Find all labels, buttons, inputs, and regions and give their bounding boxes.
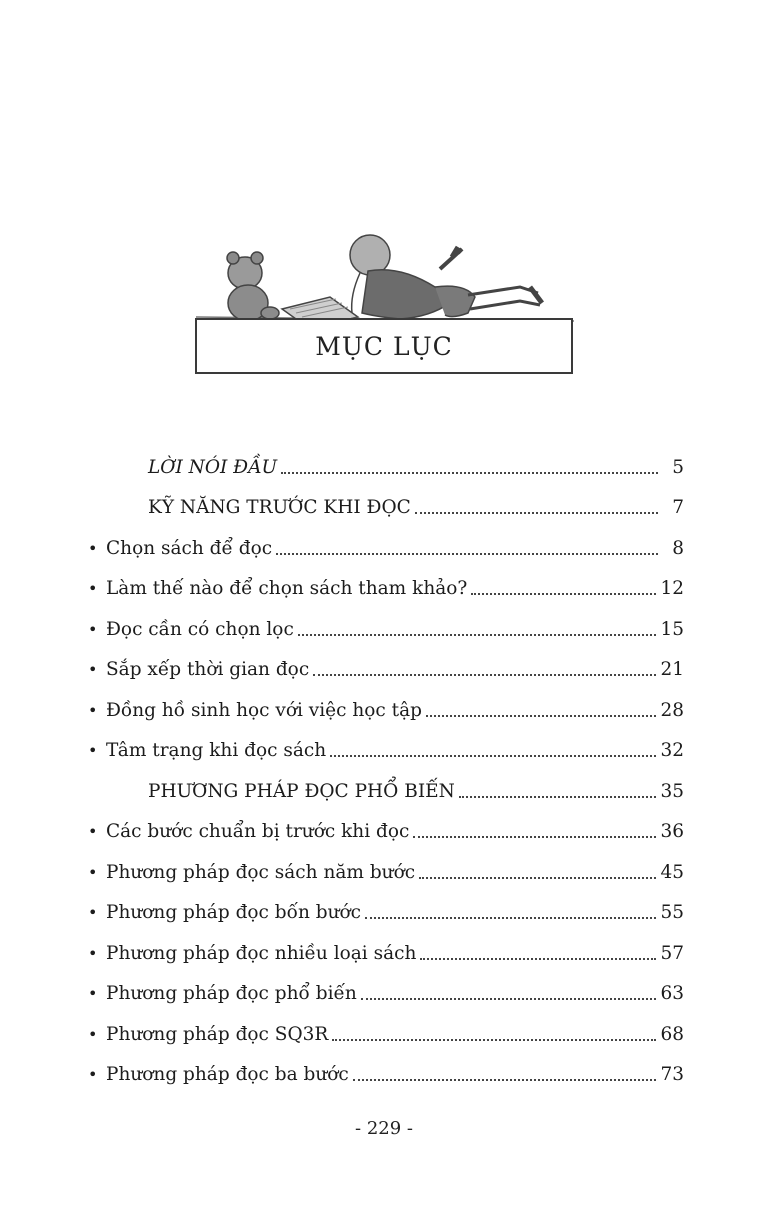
dot-leader <box>420 957 656 960</box>
toc-page-number: 28 <box>660 699 684 721</box>
bullet: • <box>88 984 98 1004</box>
toc-entry[interactable] <box>84 771 684 812</box>
bullet: • <box>88 822 98 842</box>
child-illustration <box>350 235 542 319</box>
bullet: • <box>88 619 98 639</box>
toc-entry-title: Chọn sách để đọc <box>106 537 273 559</box>
toc-entry-title: Phương pháp đọc sách năm bước <box>106 861 416 883</box>
page-number-footer: - 229 - <box>355 1118 413 1139</box>
bullet: • <box>88 579 98 599</box>
toc-entry-title: Phương pháp đọc bốn bước <box>106 902 361 924</box>
dot-leader <box>426 714 656 717</box>
toc-page-number: 63 <box>660 983 684 1005</box>
toc-page-number: 7 <box>672 497 684 519</box>
toc-entry[interactable] <box>84 1055 684 1096</box>
table-of-contents <box>84 447 684 1095</box>
bullet: • <box>88 700 98 720</box>
toc-entry-title: PHƯƠNG PHÁP ĐỌC PHỔ BIẾN <box>148 780 455 802</box>
toc-page-number: 45 <box>660 861 684 883</box>
toc-page-number: 35 <box>660 780 684 802</box>
toc-entry-title: Tâm trạng khi đọc sách <box>106 740 327 762</box>
toc-entry[interactable] <box>84 933 684 974</box>
dot-leader <box>298 633 657 636</box>
bear-illustration <box>227 252 279 321</box>
dot-leader <box>332 1038 656 1041</box>
toc-page-number: 15 <box>660 618 684 640</box>
toc-entry-title: Phương pháp đọc phổ biến <box>106 983 357 1005</box>
toc-entry-title: KỸ NĂNG TRƯỚC KHI ĐỌC <box>148 497 411 519</box>
toc-entry-title: Đọc cần có chọn lọc <box>106 618 294 640</box>
toc-entry[interactable] <box>84 812 684 853</box>
toc-page-number: 57 <box>660 942 684 964</box>
title-frame <box>195 318 573 374</box>
toc-entry[interactable] <box>84 609 684 650</box>
toc-entry[interactable] <box>84 569 684 610</box>
toc-entry[interactable] <box>84 528 684 569</box>
toc-entry-title: Phương pháp đọc nhiều loại sách <box>106 942 417 964</box>
dot-leader <box>281 471 658 474</box>
dot-leader <box>353 1078 657 1081</box>
toc-entry[interactable] <box>84 488 684 529</box>
bullet: • <box>88 862 98 882</box>
toc-entry[interactable] <box>84 1014 684 1055</box>
toc-page-number: 36 <box>660 821 684 843</box>
toc-entry-title: LỜI NÓI ĐẦU <box>148 456 278 478</box>
bullet: • <box>88 538 98 558</box>
page-title: MỤC LỤC <box>315 331 453 361</box>
toc-entry[interactable] <box>84 893 684 934</box>
toc-page-number: 12 <box>660 578 684 600</box>
toc-entry-title: Sắp xếp thời gian đọc <box>106 659 310 681</box>
toc-entry[interactable] <box>84 690 684 731</box>
toc-entry-title: Các bước chuẩn bị trước khi đọc <box>106 821 410 843</box>
toc-page-number: 5 <box>672 456 684 478</box>
toc-page-number: 21 <box>660 659 684 681</box>
toc-page-number: 55 <box>660 902 684 924</box>
toc-page-number: 8 <box>672 537 684 559</box>
toc-entry-title: Đồng hồ sinh học với việc học tập <box>106 699 422 721</box>
dot-leader <box>330 754 656 757</box>
bullet: • <box>88 943 98 963</box>
dot-leader <box>313 673 656 676</box>
toc-page-number: 68 <box>660 1023 684 1045</box>
toc-entry[interactable] <box>84 731 684 772</box>
bullet: • <box>88 660 98 680</box>
dot-leader <box>361 997 657 1000</box>
bullet: • <box>88 1024 98 1044</box>
dot-leader <box>413 835 656 838</box>
bullet: • <box>88 1065 98 1085</box>
dot-leader <box>276 552 658 555</box>
toc-entry[interactable] <box>84 974 684 1015</box>
dot-leader <box>471 592 656 595</box>
toc-entry[interactable] <box>84 852 684 893</box>
toc-entry-title: Phương pháp đọc ba bước <box>106 1064 349 1086</box>
toc-entry[interactable] <box>84 650 684 691</box>
dot-leader <box>415 511 658 514</box>
toc-entry-title: Phương pháp đọc SQ3R <box>106 1023 329 1045</box>
toc-page-number: 73 <box>660 1064 684 1086</box>
toc-page-number: 32 <box>660 740 684 762</box>
dot-leader <box>419 876 656 879</box>
bullet: • <box>88 903 98 923</box>
dot-leader <box>459 795 657 798</box>
bullet: • <box>88 741 98 761</box>
dot-leader <box>365 916 656 919</box>
toc-entry[interactable] <box>84 447 684 488</box>
toc-entry-title: Làm thế nào để chọn sách tham khảo? <box>106 578 468 600</box>
